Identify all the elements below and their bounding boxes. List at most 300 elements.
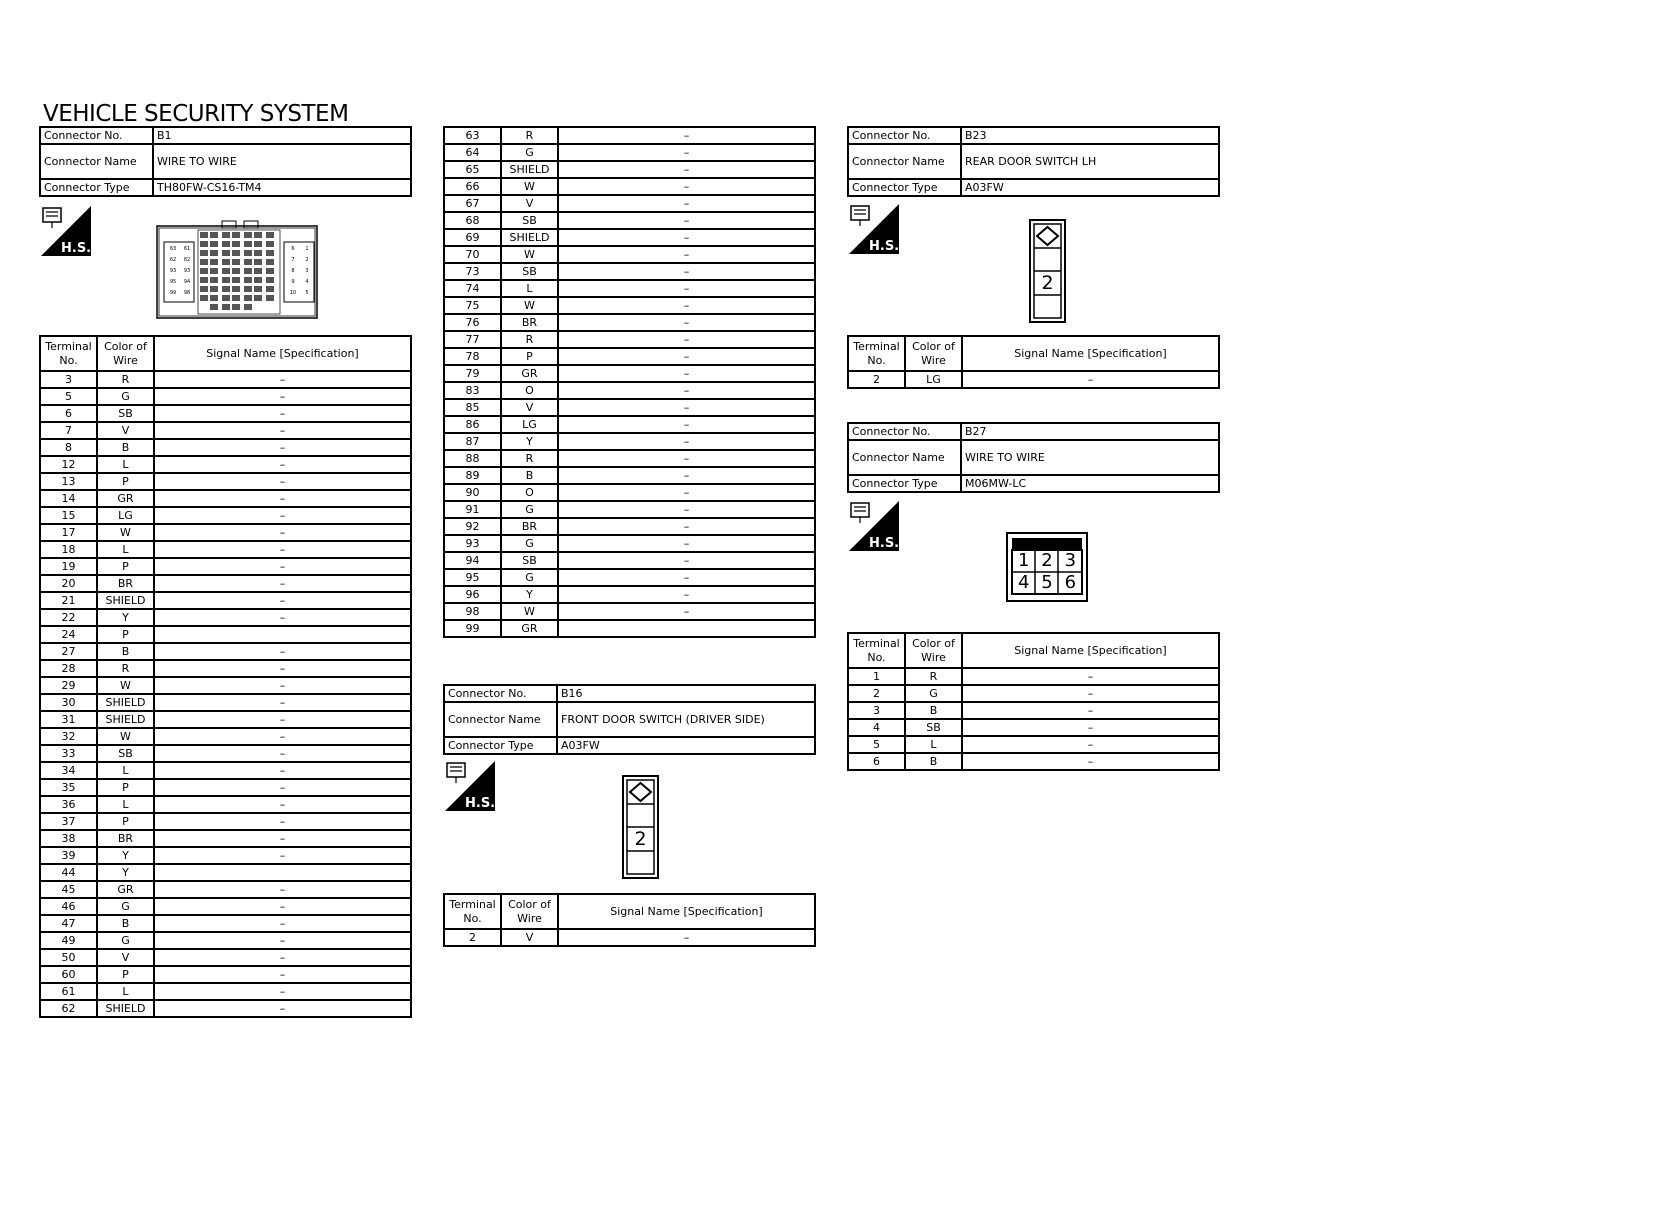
wire-color-cell: O: [501, 484, 558, 501]
table-row: [40, 983, 411, 1000]
terminal-no-cell: 76: [444, 314, 501, 331]
wire-color-cell: W: [97, 728, 154, 745]
signal-name-cell: –: [154, 609, 411, 626]
table-row: [444, 229, 815, 246]
table-row: [848, 371, 1219, 388]
b1-connector-type: TH80FW-CS16-TM4: [153, 179, 411, 196]
table-row: [444, 450, 815, 467]
terminal-no-cell: 60: [40, 966, 97, 983]
b27-pin-numbers: 1 2 3 4 5 6: [1017, 550, 1077, 593]
wire-color-cell: B: [97, 643, 154, 660]
wire-color-cell: V: [97, 422, 154, 439]
wire-color-cell: SHIELD: [97, 1000, 154, 1017]
b1-terminal-table-b: [443, 126, 816, 638]
connector-type-label: Connector Type: [40, 179, 153, 196]
wire-color-cell: L: [501, 280, 558, 297]
wire-color-cell: SB: [905, 719, 962, 736]
signal-name-cell: –: [558, 195, 815, 212]
wire-color-cell: L: [97, 541, 154, 558]
table-row: [40, 694, 411, 711]
signal-name-cell: –: [558, 127, 815, 144]
terminal-no-header: Terminal No.: [40, 336, 97, 371]
terminal-no-cell: 30: [40, 694, 97, 711]
connector-type-label: Connector Type: [848, 475, 961, 492]
signal-name-cell: –: [154, 388, 411, 405]
signal-name-cell: –: [154, 507, 411, 524]
terminal-no-cell: 32: [40, 728, 97, 745]
wire-color-cell: B: [97, 439, 154, 456]
signal-name-cell: –: [154, 1000, 411, 1017]
table-row: [40, 932, 411, 949]
signal-name-cell: –: [558, 348, 815, 365]
wire-color-cell: GR: [97, 490, 154, 507]
wire-color-cell: P: [97, 626, 154, 643]
terminal-no-cell: 38: [40, 830, 97, 847]
table-row: [40, 575, 411, 592]
signal-name-cell: –: [962, 702, 1219, 719]
terminal-no-cell: 28: [40, 660, 97, 677]
wire-color-cell: W: [501, 297, 558, 314]
table-row: [40, 626, 411, 643]
terminal-no-cell: 63: [444, 127, 501, 144]
wire-color-cell: SB: [501, 212, 558, 229]
terminal-no-cell: 88: [444, 450, 501, 467]
hs-badge-text: H.S.: [61, 241, 91, 256]
b27-connector-face-icon: [1006, 532, 1088, 602]
wire-color-cell: Y: [97, 847, 154, 864]
terminal-no-cell: 64: [444, 144, 501, 161]
signal-name-cell: –: [154, 830, 411, 847]
wire-color-cell: Y: [97, 864, 154, 881]
table-row: [40, 898, 411, 915]
terminal-no-cell: 5: [848, 736, 905, 753]
terminal-no-cell: 13: [40, 473, 97, 490]
terminal-no-cell: 99: [444, 620, 501, 637]
terminal-no-cell: 36: [40, 796, 97, 813]
connector-name-label: Connector Name: [848, 144, 961, 179]
terminal-no-cell: 83: [444, 382, 501, 399]
terminal-no-cell: 24: [40, 626, 97, 643]
b27-connector-no: B27: [961, 423, 1219, 440]
signal-name-cell: –: [558, 929, 815, 946]
b27-connector-name: WIRE TO WIRE: [961, 440, 1219, 475]
signal-name-cell: –: [558, 229, 815, 246]
signal-name-cell: –: [154, 949, 411, 966]
signal-name-cell: –: [154, 847, 411, 864]
table-row: [40, 609, 411, 626]
table-row: [40, 847, 411, 864]
table-row: [40, 881, 411, 898]
wire-color-cell: P: [97, 473, 154, 490]
terminal-no-cell: 78: [444, 348, 501, 365]
wire-color-cell: V: [97, 949, 154, 966]
wire-color-cell: G: [501, 144, 558, 161]
signal-name-cell: –: [558, 246, 815, 263]
table-row: [40, 745, 411, 762]
b27-connector-type: M06MW-LC: [961, 475, 1219, 492]
terminal-no-cell: 75: [444, 297, 501, 314]
signal-name-cell: –: [558, 518, 815, 535]
signal-name-cell: –: [154, 745, 411, 762]
b23-info-table: [847, 126, 1220, 197]
hs-connector-icon: [849, 204, 899, 254]
b23-connector-no: B23: [961, 127, 1219, 144]
signal-name-cell: –: [558, 144, 815, 161]
table-row: [444, 620, 815, 637]
connector-no-label: Connector No.: [40, 127, 153, 144]
table-row: [444, 246, 815, 263]
signal-name-cell: –: [558, 314, 815, 331]
signal-name-cell: –: [154, 541, 411, 558]
signal-name-cell: –: [962, 736, 1219, 753]
wire-color-cell: R: [97, 371, 154, 388]
table-row: [40, 643, 411, 660]
wire-color-cell: SHIELD: [97, 694, 154, 711]
table-row: [40, 422, 411, 439]
terminal-no-cell: 3: [848, 702, 905, 719]
color-of-wire-header: Color of Wire: [97, 336, 154, 371]
wire-color-cell: SHIELD: [501, 229, 558, 246]
b23-pin-label: 2: [1041, 272, 1054, 294]
terminal-no-cell: 62: [40, 1000, 97, 1017]
signal-name-cell: –: [558, 569, 815, 586]
signal-name-cell: [154, 864, 411, 881]
b16-connector-no: B16: [557, 685, 815, 702]
wire-color-cell: G: [97, 388, 154, 405]
wire-color-cell: BR: [97, 575, 154, 592]
wire-color-cell: LG: [97, 507, 154, 524]
wire-color-cell: W: [97, 677, 154, 694]
table-row: [848, 685, 1219, 702]
table-row: [40, 592, 411, 609]
wire-color-cell: SHIELD: [97, 711, 154, 728]
terminal-no-cell: 15: [40, 507, 97, 524]
wire-color-cell: GR: [501, 365, 558, 382]
table-row: [848, 702, 1219, 719]
terminal-no-cell: 37: [40, 813, 97, 830]
table-row: [444, 263, 815, 280]
signal-name-cell: –: [558, 297, 815, 314]
b1-terminal-table-a: [39, 335, 412, 1018]
signal-name-cell: –: [154, 490, 411, 507]
signal-name-cell: –: [558, 467, 815, 484]
signal-name-cell: [558, 620, 815, 637]
table-row: [40, 660, 411, 677]
table-row: [444, 518, 815, 535]
terminal-no-cell: 3: [40, 371, 97, 388]
terminal-no-cell: 12: [40, 456, 97, 473]
terminal-no-cell: 6: [40, 405, 97, 422]
table-row: [444, 433, 815, 450]
b23-connector-name: REAR DOOR SWITCH LH: [961, 144, 1219, 179]
connector-name-label: Connector Name: [444, 702, 557, 737]
terminal-no-cell: 8: [40, 439, 97, 456]
table-row: [444, 586, 815, 603]
table-row: [40, 762, 411, 779]
wire-color-cell: GR: [97, 881, 154, 898]
signal-name-cell: –: [154, 966, 411, 983]
table-row: [40, 507, 411, 524]
connector-type-label: Connector Type: [444, 737, 557, 754]
terminal-no-cell: 1: [848, 668, 905, 685]
signal-name-cell: –: [558, 161, 815, 178]
wire-color-cell: R: [501, 450, 558, 467]
signal-name-cell: –: [558, 280, 815, 297]
terminal-no-cell: 29: [40, 677, 97, 694]
signal-name-cell: –: [154, 439, 411, 456]
signal-name-header: Signal Name [Specification]: [558, 894, 815, 929]
table-row: [40, 966, 411, 983]
table-row: [848, 668, 1219, 685]
wire-color-cell: B: [905, 702, 962, 719]
signal-name-cell: –: [558, 586, 815, 603]
hs-connector-icon: [41, 206, 91, 256]
signal-name-cell: –: [962, 685, 1219, 702]
terminal-no-cell: 47: [40, 915, 97, 932]
terminal-no-cell: 14: [40, 490, 97, 507]
table-row: [444, 399, 815, 416]
b16-info-table: [443, 684, 816, 755]
b16-pin-label: 2: [634, 828, 647, 850]
table-row: [40, 371, 411, 388]
signal-name-cell: –: [558, 484, 815, 501]
terminal-no-cell: 5: [40, 388, 97, 405]
table-row: [444, 161, 815, 178]
b1-face-left-pins: 63 61 62 82 93 93 95 94 99 98: [169, 246, 191, 296]
table-row: [40, 779, 411, 796]
b1-face-right-pins: 6 1 7 2 8 3 9 4 10 5: [289, 246, 309, 296]
table-row: [40, 864, 411, 881]
wire-color-cell: Y: [501, 586, 558, 603]
signal-name-cell: –: [558, 535, 815, 552]
hs-connector-icon: [445, 761, 495, 811]
b23-connector-face-icon: [1029, 219, 1066, 323]
terminal-no-cell: 7: [40, 422, 97, 439]
table-row: [40, 558, 411, 575]
wire-color-cell: L: [97, 796, 154, 813]
signal-name-cell: [154, 626, 411, 643]
wire-color-cell: G: [97, 932, 154, 949]
signal-name-cell: –: [154, 524, 411, 541]
signal-name-cell: –: [154, 881, 411, 898]
wire-color-cell: LG: [905, 371, 962, 388]
wire-color-cell: B: [501, 467, 558, 484]
signal-name-cell: –: [154, 796, 411, 813]
table-row: [40, 728, 411, 745]
terminal-no-cell: 19: [40, 558, 97, 575]
wire-color-cell: SB: [97, 405, 154, 422]
wire-color-cell: L: [97, 456, 154, 473]
table-row: [40, 711, 411, 728]
signal-name-header: Signal Name [Specification]: [154, 336, 411, 371]
terminal-no-cell: 2: [444, 929, 501, 946]
signal-name-cell: –: [154, 405, 411, 422]
table-row: [40, 405, 411, 422]
terminal-no-cell: 6: [848, 753, 905, 770]
terminal-no-cell: 69: [444, 229, 501, 246]
terminal-no-cell: 21: [40, 592, 97, 609]
signal-name-header: Signal Name [Specification]: [962, 633, 1219, 668]
hs-connector-icon: [849, 501, 899, 551]
terminal-no-cell: 33: [40, 745, 97, 762]
b23-terminal-table: [847, 335, 1220, 389]
signal-name-cell: –: [558, 382, 815, 399]
table-row: [40, 677, 411, 694]
b16-connector-name: FRONT DOOR SWITCH (DRIVER SIDE): [557, 702, 815, 737]
wire-color-cell: V: [501, 929, 558, 946]
table-row: [40, 456, 411, 473]
signal-name-cell: –: [558, 501, 815, 518]
table-row: [444, 365, 815, 382]
table-row: [40, 813, 411, 830]
table-row: [848, 736, 1219, 753]
b1-info-table: [39, 126, 412, 197]
connector-no-label: Connector No.: [444, 685, 557, 702]
table-row: [444, 212, 815, 229]
terminal-no-cell: 45: [40, 881, 97, 898]
signal-name-cell: –: [154, 643, 411, 660]
signal-name-cell: –: [154, 915, 411, 932]
signal-name-cell: –: [154, 592, 411, 609]
terminal-no-cell: 46: [40, 898, 97, 915]
table-row: [40, 541, 411, 558]
table-row: [444, 382, 815, 399]
wire-color-cell: R: [501, 331, 558, 348]
hs-badge-text: H.S.: [465, 796, 495, 811]
table-row: [40, 830, 411, 847]
signal-name-cell: –: [154, 728, 411, 745]
color-of-wire-header: Color of Wire: [905, 336, 962, 371]
table-row: [444, 144, 815, 161]
signal-name-header: Signal Name [Specification]: [962, 336, 1219, 371]
signal-name-cell: –: [558, 603, 815, 620]
signal-name-cell: –: [962, 719, 1219, 736]
signal-name-cell: –: [154, 575, 411, 592]
terminal-no-cell: 17: [40, 524, 97, 541]
table-row: [444, 348, 815, 365]
table-row: [444, 929, 815, 946]
table-row: [40, 439, 411, 456]
wire-color-cell: R: [905, 668, 962, 685]
connector-no-label: Connector No.: [848, 423, 961, 440]
table-row: [40, 473, 411, 490]
terminal-no-cell: 68: [444, 212, 501, 229]
wire-color-cell: L: [905, 736, 962, 753]
wire-color-cell: P: [97, 558, 154, 575]
wire-color-cell: O: [501, 382, 558, 399]
terminal-no-cell: 2: [848, 371, 905, 388]
signal-name-cell: –: [154, 558, 411, 575]
terminal-no-cell: 86: [444, 416, 501, 433]
table-row: [444, 331, 815, 348]
signal-name-cell: –: [558, 416, 815, 433]
table-row: [40, 388, 411, 405]
table-row: [848, 753, 1219, 770]
terminal-no-cell: 66: [444, 178, 501, 195]
terminal-no-cell: 39: [40, 847, 97, 864]
page-title: VEHICLE SECURITY SYSTEM: [43, 101, 349, 127]
wire-color-cell: BR: [97, 830, 154, 847]
terminal-no-cell: 98: [444, 603, 501, 620]
signal-name-cell: –: [154, 932, 411, 949]
signal-name-cell: –: [154, 813, 411, 830]
wire-color-cell: L: [97, 762, 154, 779]
terminal-no-cell: 67: [444, 195, 501, 212]
table-row: [444, 178, 815, 195]
wire-color-cell: SB: [501, 552, 558, 569]
wire-color-cell: G: [97, 898, 154, 915]
terminal-no-cell: 92: [444, 518, 501, 535]
signal-name-cell: –: [558, 399, 815, 416]
wire-color-cell: W: [97, 524, 154, 541]
wire-color-cell: R: [501, 127, 558, 144]
terminal-no-cell: 20: [40, 575, 97, 592]
signal-name-cell: –: [154, 983, 411, 1000]
terminal-no-cell: 91: [444, 501, 501, 518]
terminal-no-cell: 85: [444, 399, 501, 416]
terminal-no-cell: 44: [40, 864, 97, 881]
b16-connector-face-icon: [622, 775, 659, 879]
wire-color-cell: W: [501, 603, 558, 620]
terminal-no-cell: 94: [444, 552, 501, 569]
terminal-no-cell: 87: [444, 433, 501, 450]
signal-name-cell: –: [558, 552, 815, 569]
b1-connector-face-icon: [156, 220, 318, 320]
signal-name-cell: –: [558, 212, 815, 229]
signal-name-cell: –: [154, 898, 411, 915]
wire-color-cell: P: [501, 348, 558, 365]
wire-color-cell: R: [97, 660, 154, 677]
wire-color-cell: Y: [501, 433, 558, 450]
color-of-wire-header: Color of Wire: [905, 633, 962, 668]
wire-color-cell: SHIELD: [97, 592, 154, 609]
wire-color-cell: P: [97, 813, 154, 830]
terminal-no-cell: 27: [40, 643, 97, 660]
table-row: [40, 524, 411, 541]
signal-name-cell: –: [558, 263, 815, 280]
terminal-no-cell: 22: [40, 609, 97, 626]
table-row: [444, 127, 815, 144]
b27-info-table: [847, 422, 1220, 493]
b16-terminal-table: [443, 893, 816, 947]
wire-color-cell: V: [501, 399, 558, 416]
wire-color-cell: SHIELD: [501, 161, 558, 178]
wire-color-cell: SB: [501, 263, 558, 280]
table-row: [444, 484, 815, 501]
signal-name-cell: –: [154, 779, 411, 796]
terminal-no-cell: 49: [40, 932, 97, 949]
terminal-no-cell: 70: [444, 246, 501, 263]
table-row: [444, 416, 815, 433]
terminal-no-cell: 2: [848, 685, 905, 702]
b27-terminal-table: [847, 632, 1220, 771]
terminal-no-cell: 18: [40, 541, 97, 558]
signal-name-cell: –: [154, 762, 411, 779]
wire-color-cell: P: [97, 779, 154, 796]
table-row: [444, 280, 815, 297]
table-row: [444, 195, 815, 212]
color-of-wire-header: Color of Wire: [501, 894, 558, 929]
terminal-no-cell: 50: [40, 949, 97, 966]
wire-color-cell: B: [97, 915, 154, 932]
terminal-no-cell: 4: [848, 719, 905, 736]
b1-connector-name: WIRE TO WIRE: [153, 144, 411, 179]
signal-name-cell: –: [154, 371, 411, 388]
table-row: [444, 603, 815, 620]
signal-name-cell: –: [154, 677, 411, 694]
table-row: [444, 467, 815, 484]
wire-color-cell: GR: [501, 620, 558, 637]
